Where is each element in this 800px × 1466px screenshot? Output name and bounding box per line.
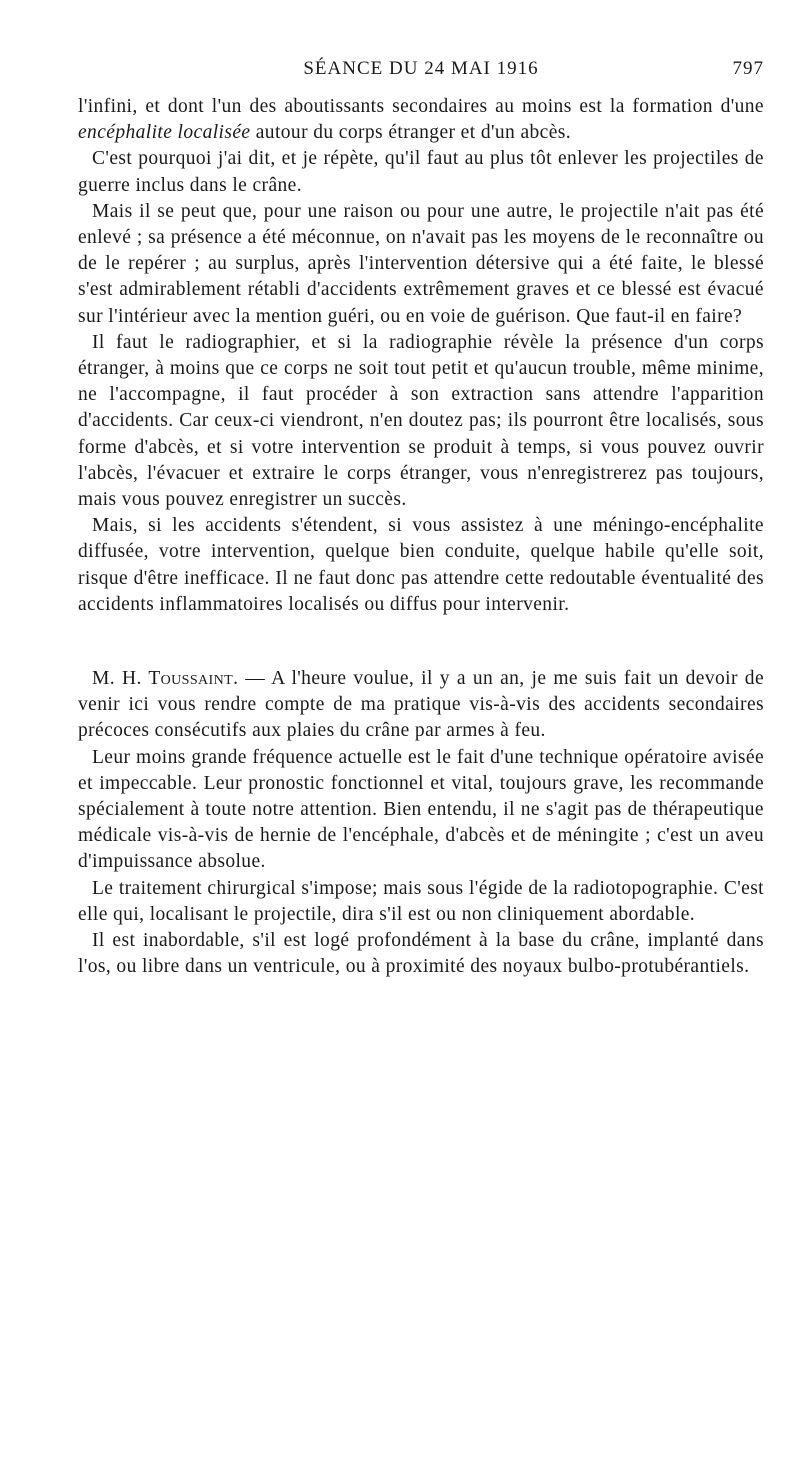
paragraph-6-text: — A l'heure voulue, il y a un an, je me suis fait un devoir de venir ici vous rendre compte de ma pratique vis-à-vis des accidents secondaires précoces consécutifs aux plaies du crâne par armes à feu.	[78, 668, 764, 742]
running-header	[78, 58, 764, 94]
page-number: 797	[732, 58, 764, 79]
paragraph-9: Il est inabordable, s'il est logé profondément à la base du crâne, implanté dans l'os, ou libre dans un ventricule, ou à proximité des noyaux bulbo-protubérantiels.	[78, 930, 764, 978]
paragraph-1-text-end: autour du corps étranger et d'un abcès.	[250, 122, 572, 144]
section-continuation	[78, 94, 764, 618]
paragraph-1	[78, 94, 764, 146]
section-toussaint	[78, 666, 764, 980]
paragraph-5: Mais, si les accidents s'étendent, si vous assistez à une méningo-encéphalite diffusée, votre intervention, quelque bien conduite, quelque habile qu'elle soit, risque d'être inefficace. Il ne faut donc pas attendre cette redoutable éventualité des accidents inflammatoires localisés ou diffus pour intervenir.	[78, 515, 764, 615]
paragraph-2: C'est pourquoi j'ai dit, et je répète, qu'il faut au plus tôt enlever les projectiles de guerre inclus dans le crâne.	[78, 148, 764, 196]
paragraph-4: Il faut le radiographier, et si la radiographie révèle la présence d'un corps étranger, à moins que ce corps ne soit tout petit et qu'aucun trouble, même minime, ne l'accompagne, il faut procéder à son extraction sans attendre l'apparition d'accidents. Car ceux-ci viendront, n'en doutez pas; ils pourront être localisés, sous forme d'abcès, et si votre intervention se produit à temps, si vous pouvez ouvrir l'abcès, l'évacuer et extraire le corps étranger, vous n'enregistrerez pas toujours, mais vous pouvez enregistrer un succès.	[78, 331, 764, 511]
header-title: SÉANCE DU 24 MAI 1916	[303, 58, 539, 79]
paragraph-7: Leur moins grande fréquence actuelle est le fait d'une technique opératoire avisée et impeccable. Leur pronostic fonctionnel et vital, toujours grave, les recommande spécialement à toute notre attention. Bien entendu, il ne s'agit pas de thérapeutique médicale vis-à-vis de hernie de l'encéphale, d'abcès et de méningite ; c'est un aveu d'impuissance absolue.	[78, 746, 764, 873]
emphasis-encephalite: encéphalite localisée	[78, 122, 251, 144]
paragraph-1-text-start: l'infini, et dont l'un des aboutissants secondaires au moins est la formation d'une	[78, 96, 764, 117]
section-spacer	[78, 618, 764, 666]
paragraph-6	[78, 666, 764, 745]
paragraph-3: Mais il se peut que, pour une raison ou pour une autre, le projectile n'ait pas été enlevé ; sa présence a été méconnue, on n'avait pas les moyens de le reconnaître ou de le repérer ; au surplus, après l'intervention détersive qui a été faite, le blessé s'est admirablement rétabli d'accidents extrêmement graves et ce blessé est évacué sur l'intérieur avec la mention guéri, ou en voie de guérison. Que faut-il en faire?	[78, 200, 764, 327]
paragraph-8: Le traitement chirurgical s'impose; mais sous l'égide de la radiotopographie. C'est elle qui, localisant le projectile, dira s'il est ou non cliniquement abordable.	[78, 877, 764, 925]
document-page	[78, 58, 764, 981]
speaker-name: M. H. Toussaint.	[92, 668, 239, 690]
